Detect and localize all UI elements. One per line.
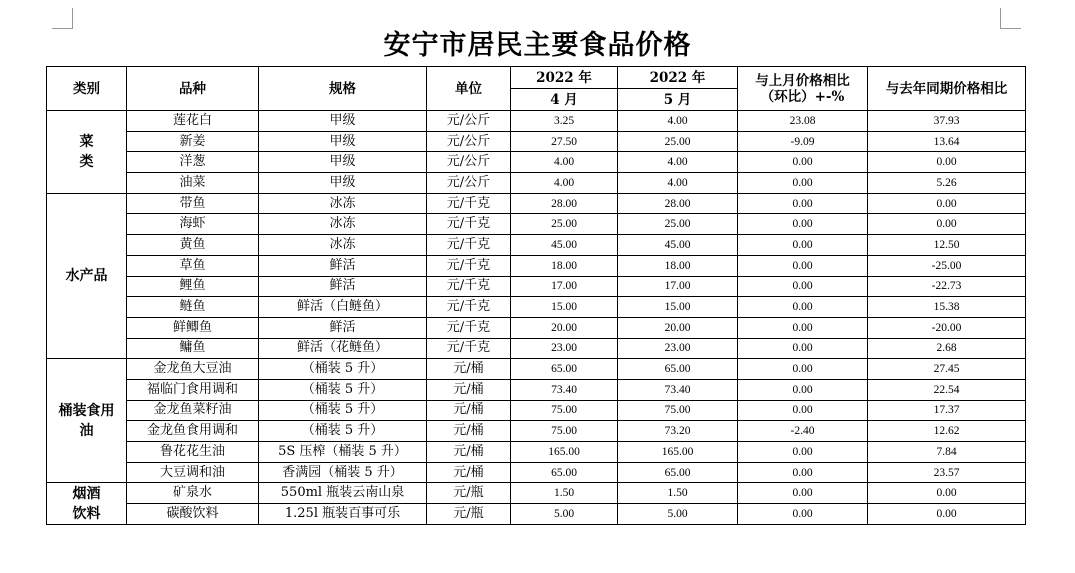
month-on-month-cell: 0.00 (738, 317, 868, 338)
table-row (47, 276, 1026, 297)
spec-cell: （桶装 5 升） (259, 421, 427, 442)
year-on-year-cell: 27.45 (868, 359, 1026, 380)
table-row (47, 442, 1026, 463)
spec-cell: 鲜活 (259, 317, 427, 338)
category-cell (47, 193, 127, 359)
table-row (47, 462, 1026, 483)
may-price-cell: 18.00 (618, 255, 738, 276)
month-on-month-cell: 0.00 (738, 359, 868, 380)
unit-cell: 元/桶 (427, 442, 511, 463)
may-price-cell: 4.00 (618, 152, 738, 173)
year-on-year-cell: 23.57 (868, 462, 1026, 483)
variety-cell: 大豆调和油 (127, 462, 259, 483)
year-on-year-cell: 12.50 (868, 235, 1026, 256)
header-month-on-month: 与上月价格相比（环比）+-% (738, 67, 868, 111)
variety-cell: 金龙鱼菜籽油 (127, 400, 259, 421)
year-on-year-cell: 15.38 (868, 297, 1026, 318)
april-price-cell: 1.50 (511, 483, 618, 504)
unit-cell: 元/千克 (427, 235, 511, 256)
variety-cell: 鲁花花生油 (127, 442, 259, 463)
unit-cell: 元/桶 (427, 400, 511, 421)
may-price-cell: 4.00 (618, 173, 738, 194)
table-row (47, 255, 1026, 276)
april-price-cell: 4.00 (511, 173, 618, 194)
table-row (47, 359, 1026, 380)
table-row (47, 111, 1026, 132)
variety-cell: 福临门食用调和 (127, 379, 259, 400)
category-label: 菜类 (79, 133, 94, 170)
category-label: 水产品 (65, 268, 108, 284)
table-body (47, 111, 1026, 525)
month-on-month-cell: 0.00 (738, 338, 868, 359)
april-price-cell: 75.00 (511, 400, 618, 421)
spec-cell: 甲级 (259, 152, 427, 173)
table-row (47, 193, 1026, 214)
page-corner-mark-right (1000, 8, 1021, 29)
month-on-month-cell: 0.00 (738, 442, 868, 463)
april-price-cell: 15.00 (511, 297, 618, 318)
category-cell (47, 483, 127, 524)
may-price-cell: 28.00 (618, 193, 738, 214)
unit-cell: 元/公斤 (427, 131, 511, 152)
unit-cell: 元/公斤 (427, 111, 511, 132)
april-price-cell: 3.25 (511, 111, 618, 132)
table-row (47, 379, 1026, 400)
header-variety: 品种 (127, 67, 259, 111)
table-row (47, 421, 1026, 442)
month-on-month-cell: 0.00 (738, 504, 868, 525)
month-on-month-cell: 0.00 (738, 193, 868, 214)
april-price-cell: 65.00 (511, 359, 618, 380)
may-price-cell: 65.00 (618, 359, 738, 380)
may-price-cell: 4.00 (618, 111, 738, 132)
variety-cell: 黄鱼 (127, 235, 259, 256)
spec-cell: 甲级 (259, 173, 427, 194)
month-on-month-cell: 0.00 (738, 255, 868, 276)
may-price-cell: 25.00 (618, 214, 738, 235)
category-cell (47, 359, 127, 483)
spec-cell: 5S 压榨（桶装 5 升） (259, 442, 427, 463)
unit-cell: 元/桶 (427, 421, 511, 442)
month-on-month-cell: -2.40 (738, 421, 868, 442)
april-price-cell: 165.00 (511, 442, 618, 463)
year-on-year-cell: -20.00 (868, 317, 1026, 338)
table-row (47, 173, 1026, 194)
unit-cell: 元/千克 (427, 276, 511, 297)
may-price-cell: 75.00 (618, 400, 738, 421)
variety-cell: 金龙鱼食用调和 (127, 421, 259, 442)
variety-cell: 鳙鱼 (127, 338, 259, 359)
may-price-cell: 20.00 (618, 317, 738, 338)
year-on-year-cell: -25.00 (868, 255, 1026, 276)
year-on-year-cell: 17.37 (868, 400, 1026, 421)
category-label: 桶装食用油 (58, 402, 115, 439)
variety-cell: 鲜鲫鱼 (127, 317, 259, 338)
spec-cell: 甲级 (259, 131, 427, 152)
april-price-cell: 25.00 (511, 214, 618, 235)
month-on-month-cell: 0.00 (738, 152, 868, 173)
table-row (47, 297, 1026, 318)
year-on-year-cell: 0.00 (868, 504, 1026, 525)
month-on-month-cell: 23.08 (738, 111, 868, 132)
unit-cell: 元/桶 (427, 462, 511, 483)
spec-cell: 鲜活 (259, 276, 427, 297)
unit-cell: 元/公斤 (427, 173, 511, 194)
april-price-cell: 28.00 (511, 193, 618, 214)
month-on-month-cell: 0.00 (738, 173, 868, 194)
table-row (47, 483, 1026, 504)
page-corner-mark-left (52, 8, 73, 29)
april-price-cell: 73.40 (511, 379, 618, 400)
may-price-cell: 23.00 (618, 338, 738, 359)
header-year-may: 2022 年 (618, 67, 738, 89)
table-row (47, 152, 1026, 173)
month-on-month-cell: 0.00 (738, 297, 868, 318)
variety-cell: 海虾 (127, 214, 259, 235)
table-row (47, 338, 1026, 359)
year-on-year-cell: 37.93 (868, 111, 1026, 132)
year-on-year-cell: 13.64 (868, 131, 1026, 152)
variety-cell: 金龙鱼大豆油 (127, 359, 259, 380)
spec-cell: 1.25l 瓶装百事可乐 (259, 504, 427, 525)
unit-cell: 元/千克 (427, 317, 511, 338)
may-price-cell: 25.00 (618, 131, 738, 152)
year-on-year-cell: 2.68 (868, 338, 1026, 359)
header-month-may: 5 月 (618, 89, 738, 111)
may-price-cell: 45.00 (618, 235, 738, 256)
year-on-year-cell: 5.26 (868, 173, 1026, 194)
unit-cell: 元/公斤 (427, 152, 511, 173)
header-unit: 单位 (427, 67, 511, 111)
unit-cell: 元/千克 (427, 338, 511, 359)
unit-cell: 元/桶 (427, 379, 511, 400)
spec-cell: 香满园（桶装 5 升） (259, 462, 427, 483)
april-price-cell: 75.00 (511, 421, 618, 442)
month-on-month-cell: 0.00 (738, 214, 868, 235)
spec-cell: 冰冻 (259, 235, 427, 256)
april-price-cell: 5.00 (511, 504, 618, 525)
table-row (47, 214, 1026, 235)
table-row (47, 235, 1026, 256)
spec-cell: 冰冻 (259, 193, 427, 214)
april-price-cell: 65.00 (511, 462, 618, 483)
unit-cell: 元/千克 (427, 193, 511, 214)
price-table (46, 66, 1026, 525)
month-on-month-cell: 0.00 (738, 400, 868, 421)
year-on-year-cell: 0.00 (868, 483, 1026, 504)
document-title: 安宁市居民主要食品价格 (383, 30, 692, 61)
variety-cell: 鲢鱼 (127, 297, 259, 318)
year-on-year-cell: 0.00 (868, 152, 1026, 173)
april-price-cell: 17.00 (511, 276, 618, 297)
spec-cell: 甲级 (259, 111, 427, 132)
variety-cell: 碳酸饮料 (127, 504, 259, 525)
may-price-cell: 165.00 (618, 442, 738, 463)
variety-cell: 洋葱 (127, 152, 259, 173)
year-on-year-cell: -22.73 (868, 276, 1026, 297)
header-year-on-year: 与去年同期价格相比 (868, 67, 1026, 111)
year-on-year-cell: 12.62 (868, 421, 1026, 442)
spec-cell: 鲜活 (259, 255, 427, 276)
table-row (47, 400, 1026, 421)
variety-cell: 鲤鱼 (127, 276, 259, 297)
month-on-month-cell: 0.00 (738, 462, 868, 483)
may-price-cell: 15.00 (618, 297, 738, 318)
header-category: 类别 (47, 67, 127, 111)
variety-cell: 草鱼 (127, 255, 259, 276)
april-price-cell: 20.00 (511, 317, 618, 338)
year-on-year-cell: 22.54 (868, 379, 1026, 400)
april-price-cell: 18.00 (511, 255, 618, 276)
unit-cell: 元/千克 (427, 214, 511, 235)
month-on-month-cell: 0.00 (738, 235, 868, 256)
unit-cell: 元/千克 (427, 255, 511, 276)
category-label: 烟酒饮料 (72, 485, 101, 522)
header-row (47, 67, 1026, 89)
unit-cell: 元/桶 (427, 359, 511, 380)
april-price-cell: 23.00 (511, 338, 618, 359)
april-price-cell: 4.00 (511, 152, 618, 173)
spec-cell: （桶装 5 升） (259, 400, 427, 421)
unit-cell: 元/瓶 (427, 483, 511, 504)
month-on-month-cell: 0.00 (738, 276, 868, 297)
year-on-year-cell: 0.00 (868, 214, 1026, 235)
header-month-april: 4 月 (511, 89, 618, 111)
variety-cell: 矿泉水 (127, 483, 259, 504)
variety-cell: 莲花白 (127, 111, 259, 132)
unit-cell: 元/千克 (427, 297, 511, 318)
category-cell (47, 111, 127, 194)
table-row (47, 131, 1026, 152)
month-on-month-cell: 0.00 (738, 379, 868, 400)
may-price-cell: 65.00 (618, 462, 738, 483)
header-year-april: 2022 年 (511, 67, 618, 89)
spec-cell: 550ml 瓶装云南山泉 (259, 483, 427, 504)
month-on-month-cell: 0.00 (738, 483, 868, 504)
year-on-year-cell: 7.84 (868, 442, 1026, 463)
variety-cell: 油菜 (127, 173, 259, 194)
variety-cell: 新姜 (127, 131, 259, 152)
table-row (47, 504, 1026, 525)
unit-cell: 元/瓶 (427, 504, 511, 525)
may-price-cell: 5.00 (618, 504, 738, 525)
spec-cell: 鲜活（白鲢鱼） (259, 297, 427, 318)
may-price-cell: 73.40 (618, 379, 738, 400)
april-price-cell: 45.00 (511, 235, 618, 256)
may-price-cell: 73.20 (618, 421, 738, 442)
month-on-month-cell: -9.09 (738, 131, 868, 152)
header-spec: 规格 (259, 67, 427, 111)
variety-cell: 带鱼 (127, 193, 259, 214)
may-price-cell: 17.00 (618, 276, 738, 297)
may-price-cell: 1.50 (618, 483, 738, 504)
spec-cell: （桶装 5 升） (259, 359, 427, 380)
spec-cell: 鲜活（花鲢鱼） (259, 338, 427, 359)
spec-cell: 冰冻 (259, 214, 427, 235)
spec-cell: （桶装 5 升） (259, 379, 427, 400)
year-on-year-cell: 0.00 (868, 193, 1026, 214)
table-row (47, 317, 1026, 338)
april-price-cell: 27.50 (511, 131, 618, 152)
